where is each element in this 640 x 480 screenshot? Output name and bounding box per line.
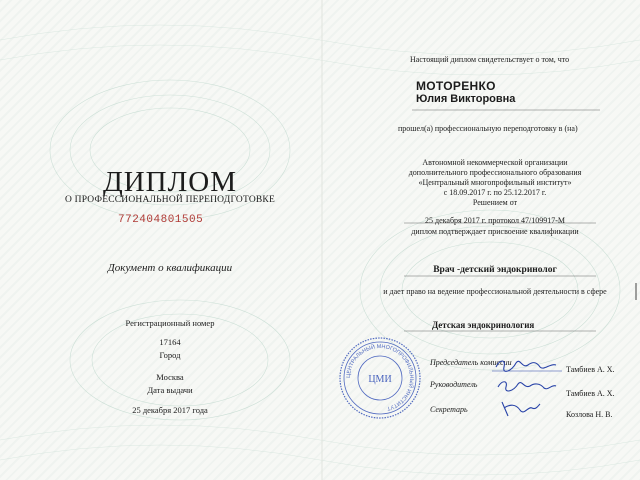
- signature-name-chair: Тамбиев А. Х.: [566, 365, 615, 374]
- city-value: Москва: [156, 372, 184, 382]
- signature-mark-secretary: [498, 398, 542, 420]
- signature-role-chair: Председатель комиссии: [430, 358, 512, 367]
- study-period: с 18.09.2017 г. по 25.12.2017 г.: [443, 188, 547, 197]
- qualification: Врач -детский эндокринолог: [433, 265, 557, 275]
- professional-area: Детская эндокринология: [432, 320, 535, 330]
- right-to-text: и дает право на ведение профессиональной деятельности в сфере: [383, 287, 607, 296]
- seal-abbr: ЦМИ: [368, 374, 392, 385]
- decision-label: Решением от: [472, 198, 518, 207]
- institute-seal: [338, 336, 422, 420]
- org-line-1: Автономной некоммерческой организации: [422, 158, 568, 167]
- diploma-number: 772404801505: [118, 214, 204, 226]
- signature-mark-head: [494, 377, 558, 395]
- signature-name-secretary: Козлова Н. В.: [566, 410, 613, 419]
- document-type: Документ о квалификации: [107, 262, 233, 274]
- recipient-name: Юлия Викторовна: [416, 93, 516, 105]
- org-line-2: дополнительного профессионального образования: [408, 168, 582, 177]
- signature-role-secretary: Секретарь: [430, 405, 468, 414]
- issue-date: 25 декабря 2017 года: [132, 405, 208, 415]
- signature-name-head: Тамбиев А. Х.: [566, 389, 615, 398]
- passed-text: прошел(а) профессиональную переподготовку в (на): [398, 124, 578, 133]
- org-line-3: «Центральный многопрофильный институт»: [418, 178, 572, 187]
- protocol-text: 25 декабря 2017 г. протокол 47/109917-М: [425, 216, 565, 225]
- intro-text: Настоящий диплом свидетельствует о том, что: [410, 55, 570, 64]
- issue-date-label: Дата выдачи: [147, 385, 193, 395]
- diploma-title: ДИПЛОМ: [102, 166, 238, 198]
- signature-role-head: Руководитель: [430, 380, 478, 389]
- city-label: Город: [159, 350, 181, 360]
- confirms-text: диплом подтверждает присвоение квалификации: [411, 227, 579, 236]
- diploma-subtitle: О ПРОФЕССИОНАЛЬНОЙ ПЕРЕПОДГОТОВКЕ: [65, 195, 275, 205]
- registration-number: 17164: [159, 337, 181, 347]
- recipient-surname: МОТОРЕНКО: [416, 79, 496, 93]
- registration-label: Регистрационный номер: [125, 318, 215, 328]
- seal-ring-text: ЦЕНТРАЛЬНЫЙ МНОГОПРОФИЛЬНЫЙ ИНСТИТУТ: [345, 343, 415, 412]
- signature-mark-chair: [492, 355, 562, 375]
